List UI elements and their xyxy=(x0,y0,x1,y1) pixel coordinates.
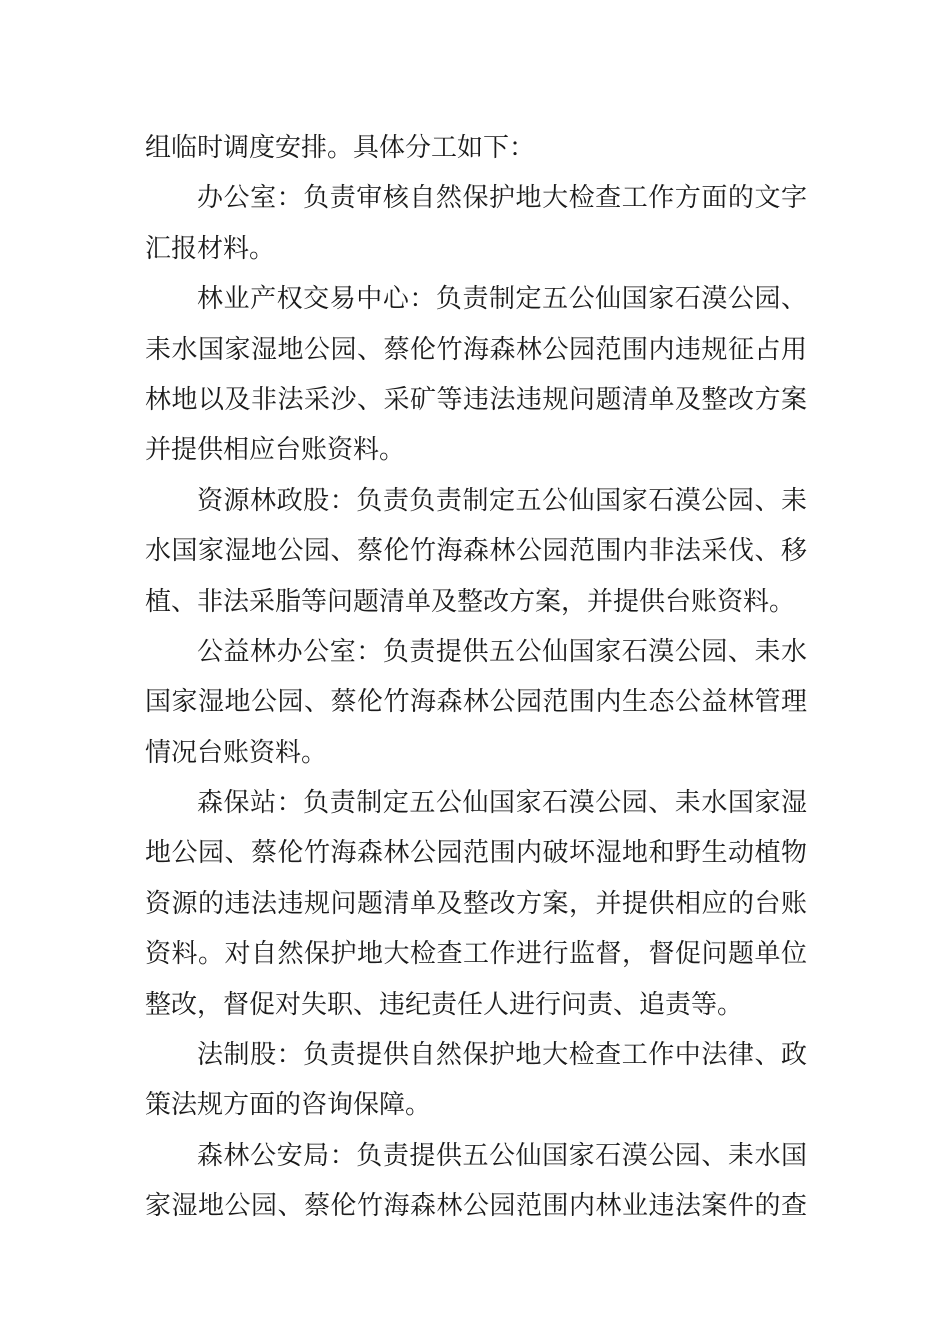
document-body xyxy=(145,123,807,1232)
paragraph-line: 国家湿地公园、蔡伦竹海森林公园范围内生态公益林管理 xyxy=(145,687,807,718)
paragraph-line: 并提供相应台账资料。 xyxy=(145,435,406,466)
paragraph-line: 家湿地公园、蔡伦竹海森林公园范围内林业违法案件的查 xyxy=(145,1191,807,1222)
paragraph-line: 办公室：负责审核自然保护地大检查工作方面的文字 xyxy=(197,183,807,214)
paragraph-line: 耒水国家湿地公园、蔡伦竹海森林公园范围内违规征占用 xyxy=(145,334,807,365)
paragraph-line: 策法规方面的咨询保障。 xyxy=(145,1090,432,1121)
paragraph-line: 资源林政股：负责负责制定五公仙国家石漠公园、耒 xyxy=(197,485,807,516)
paragraph-line: 公益林办公室：负责提供五公仙国家石漠公园、耒水 xyxy=(197,636,807,667)
paragraph-line: 植、非法采脂等问题清单及整改方案，并提供台账资料。 xyxy=(145,586,796,617)
paragraph-line: 森保站：负责制定五公仙国家石漠公园、耒水国家湿 xyxy=(197,788,807,819)
paragraph-line: 整改，督促对失职、违纪责任人进行问责、追责等。 xyxy=(145,989,744,1020)
paragraph-line: 林地以及非法采沙、采矿等违法违规问题清单及整改方案 xyxy=(145,384,807,415)
paragraph-line: 地公园、蔡伦竹海森林公园范围内破坏湿地和野生动植物 xyxy=(145,838,807,869)
paragraph-line: 资料。对自然保护地大检查工作进行监督，督促问题单位 xyxy=(145,939,807,970)
paragraph-line: 森林公安局：负责提供五公仙国家石漠公园、耒水国 xyxy=(197,1140,807,1171)
paragraph-line: 资源的违法违规问题清单及整改方案，并提供相应的台账 xyxy=(145,888,807,919)
paragraph-line: 汇报材料。 xyxy=(145,233,276,264)
paragraph-line: 法制股：负责提供自然保护地大检查工作中法律、政 xyxy=(197,1040,807,1071)
paragraph-line: 林业产权交易中心：负责制定五公仙国家石漠公园、 xyxy=(197,284,807,315)
paragraph-line: 组临时调度安排。具体分工如下： xyxy=(145,133,536,163)
paragraph-line: 情况台账资料。 xyxy=(145,737,328,768)
paragraph-line: 水国家湿地公园、蔡伦竹海森林公园范围内非法采伐、移 xyxy=(145,536,807,567)
